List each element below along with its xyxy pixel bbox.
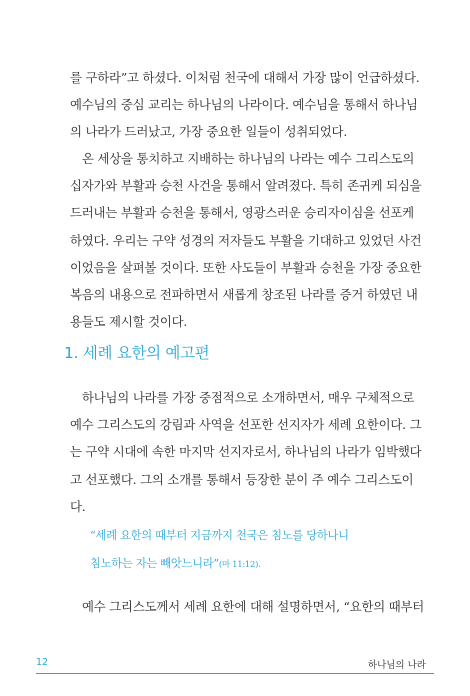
paragraph-2-line: 용들도 제시할 것이다.	[70, 314, 188, 330]
paragraph-2-line: 이었음을 살펴볼 것이다. 또한 사도들이 부활과 승천을 가장 중요한	[70, 259, 422, 275]
paragraph-2-line: 복음의 내용으로 전파하면서 새롭게 창조된 나라를 증거 하였던 내	[70, 287, 418, 303]
quote-line: 침노하는 자는 빼앗느니라”	[90, 557, 219, 570]
quote-line: “세례 요한의 때부터 지금까지 천국은 침노를 당하나니	[90, 529, 349, 542]
paragraph-3-line: 다.	[70, 498, 86, 514]
paragraph-1	[70, 64, 420, 146]
paragraph-2-line: 온 세상을 통치하고 지배하는 하나님의 나라는 예수 그리스도의	[82, 151, 415, 166]
paragraph-3-line: 고 선포했다. 그의 소개를 통해서 등장한 분이 주 예수 그리스도이	[70, 471, 414, 487]
paragraph-2	[70, 145, 422, 335]
paragraph-4-line: 예수 그리스도께서 세례 요한에 대해 설명하면서, “요한의 때부터	[82, 599, 425, 614]
paragraph-4	[70, 593, 425, 620]
section-heading: 1. 세례 요한의 예고편	[64, 344, 210, 362]
paragraph-2-line: 드러내는 부활과 승천을 통해서, 영광스러운 승리자이심을 선포케	[70, 205, 414, 221]
paragraph-3-line: 예수 그리스도의 강림과 사역을 선포한 선지자가 세례 요한이다. 그	[70, 417, 422, 433]
quote-line-with-reference	[90, 550, 410, 579]
paragraph-3-line: 는 구약 시대에 속한 마지막 선지자로서, 하나님의 나라가 임박했다	[70, 444, 422, 460]
scripture-quote	[90, 522, 410, 579]
paragraph-1-line: 를 구하라”고 하셨다. 이처럼 천국에 대해서 가장 많이 언급하셨다.	[70, 70, 420, 85]
paragraph-3-line: 하나님의 나라를 가장 중점적으로 소개하면서, 매우 구체적으로	[82, 390, 415, 405]
page-number: 12	[36, 657, 49, 668]
paragraph-1-line: 의 나라가 드러났고, 가장 중요한 일들이 성취되었다.	[70, 124, 348, 140]
running-title: 하나님의 나라	[367, 660, 426, 671]
paragraph-2-line: 하였다. 우리는 구약 성경의 저자들도 부활을 기대하고 있었던 사건	[70, 232, 422, 248]
paragraph-1-line: 예수님의 중심 교리는 하나님의 나라이다. 예수님을 통해서 하나님	[70, 97, 418, 113]
quote-reference: (마 11:12).	[218, 560, 261, 570]
paragraph-2-line: 십자가와 부활과 승천 사건을 통해서 알려졌다. 특히 존귀케 되심을	[70, 178, 422, 194]
paragraph-3	[70, 384, 422, 520]
footer-divider	[36, 673, 434, 674]
